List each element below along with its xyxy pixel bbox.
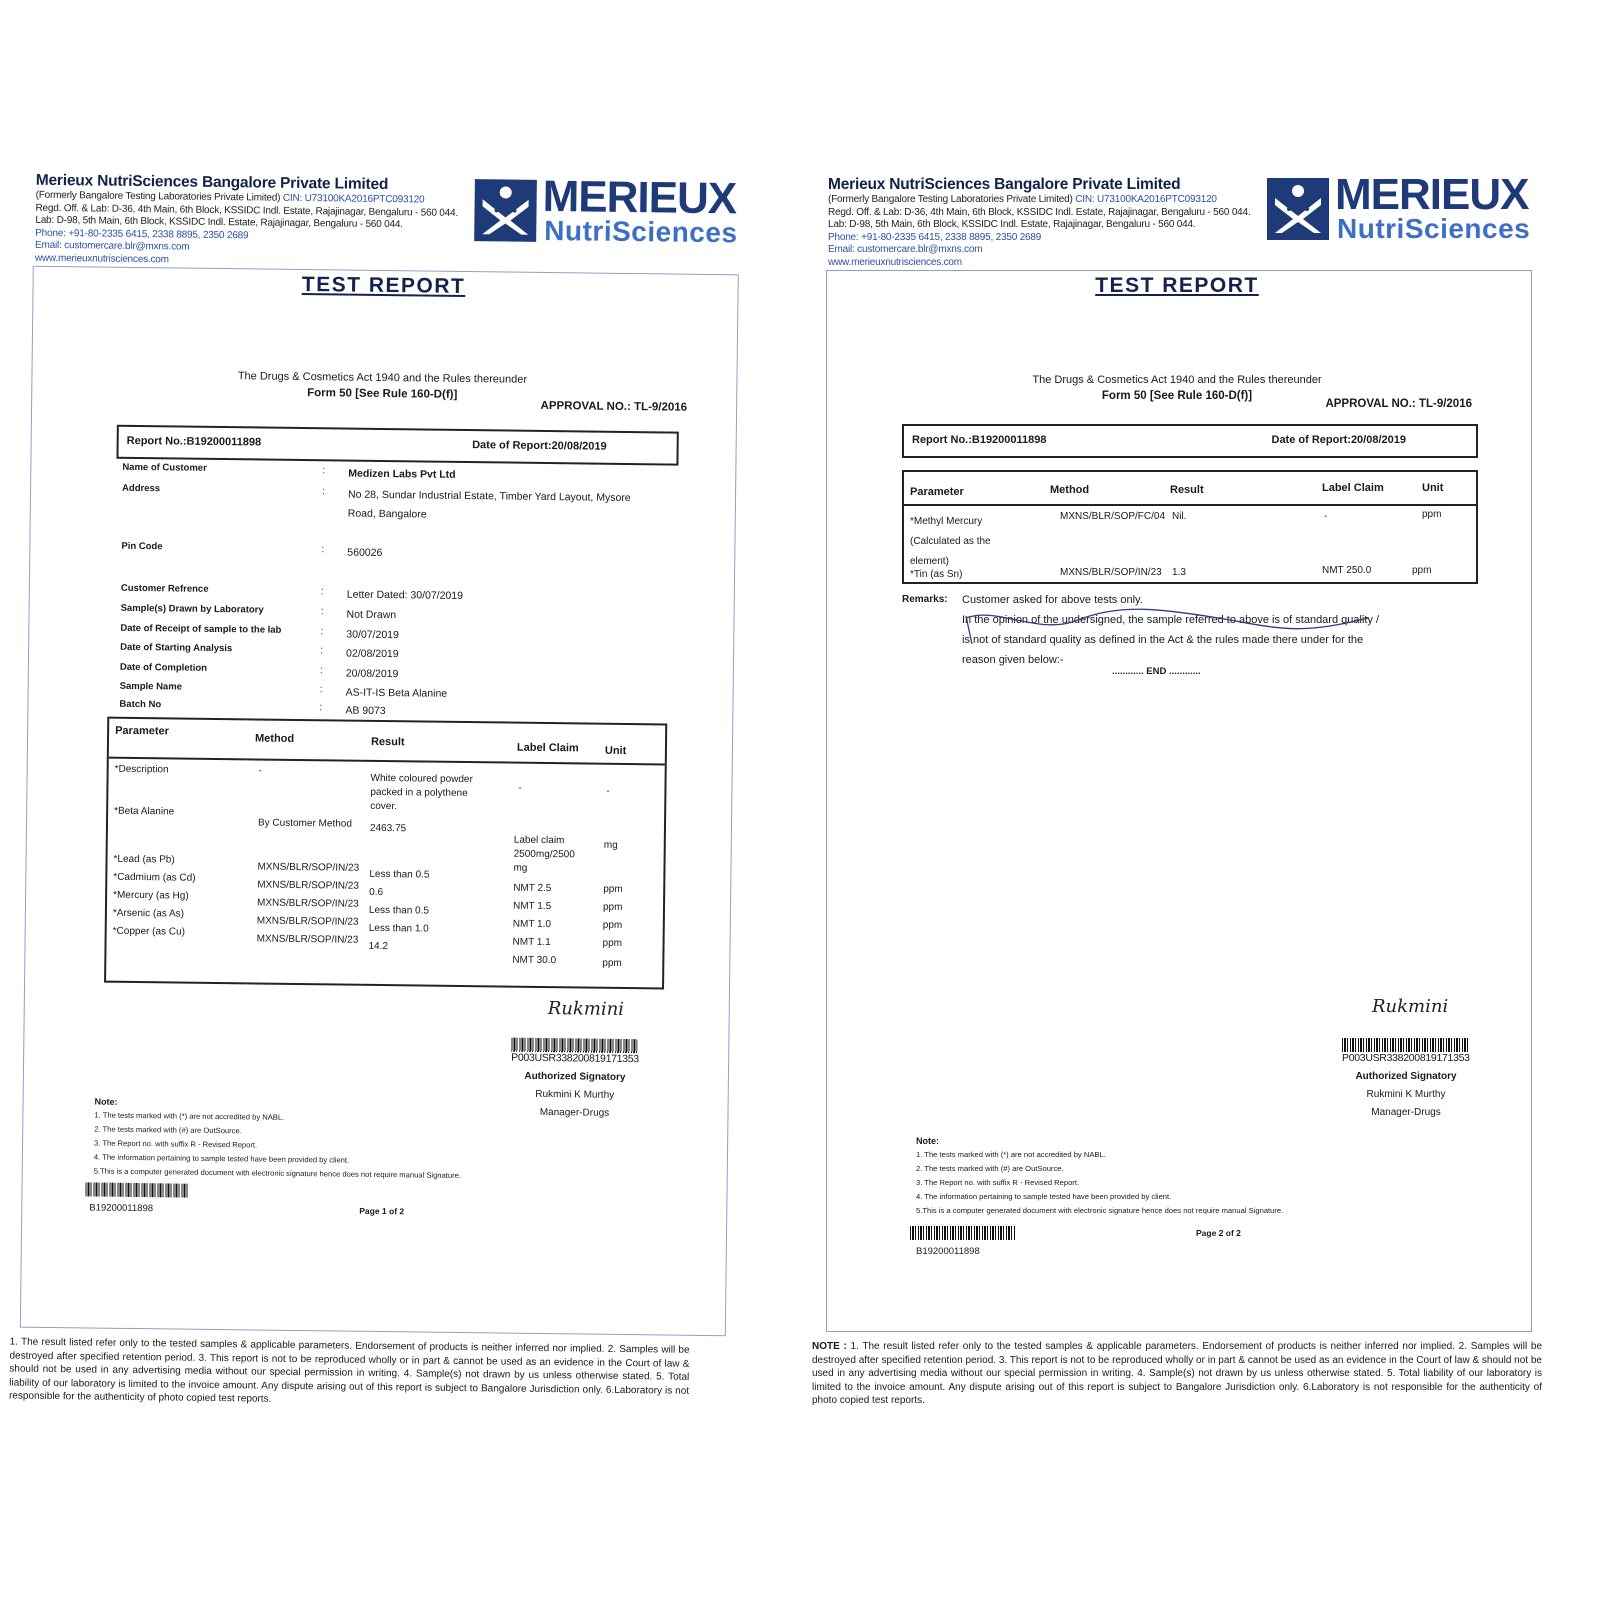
th-label-claim: Label Claim [516, 741, 579, 755]
company-name: Merieux NutriSciences Bangalore Private Limited [35, 171, 389, 194]
signatory-barcode-text: P003USR338200819171353 [511, 1051, 639, 1066]
signatory-block [1306, 1068, 1506, 1122]
th-result: Result [1170, 484, 1204, 496]
th-unit: Unit [1422, 482, 1444, 494]
company-formerly: (Formerly Bangalore Testing Laboratories Private Limited) [828, 194, 1073, 205]
report-page-2 [812, 170, 1542, 1440]
signatory-barcode [1342, 1038, 1468, 1052]
logo-text-nutrisciences: NutriSciences [1337, 213, 1531, 244]
act-line: The Drugs & Cosmetics Act 1940 and the Rules thereunder [1032, 374, 1322, 386]
company-header [828, 176, 1268, 269]
company-name: Merieux NutriSciences Bangalore Private Limited [828, 176, 1181, 193]
report-code: B19200011898 [916, 1246, 980, 1257]
form-line: Form 50 [See Rule 160-D(f)] [307, 387, 458, 401]
signatory-title: Authorized Signatory [1355, 1071, 1457, 1082]
signature: Rukmini [547, 998, 625, 1020]
signature: Rukmini [1372, 996, 1449, 1017]
company-cin: CIN: U73100KA2016PTC093120 [1075, 194, 1217, 205]
merieux-logo [1267, 170, 1537, 246]
th-label-claim: Label Claim [1322, 482, 1384, 494]
approval-number: APPROVAL NO.: TL-9/2016 [1325, 398, 1472, 410]
footer-note-page-2: NOTE : 1. The result listed refer only to the tested samples & applicable parameters. Endorsement of products is neither inferred nor implied. 2. Samples will be destroyed after specified retention period. 3. This report is not to be reproduced wholly or in part & cannot be used as an evidence in the Court of law & should not be used in any advertising media without our special permission in writing. 4. Sample(s) not drawn by us unless otherwise stated. 5. Total liability of our laboratory is limited to the invoice amount. Any dispute arising out of this report is subject to Bangalore Jurisdiction only. 6.Laboratory is not responsible for the authenticity of photo copied test reports. [812, 1341, 1543, 1406]
header-rule [109, 757, 665, 766]
report-title: TEST REPORT [1095, 274, 1259, 297]
report-page-1: Merieux NutriSciences Bangalore Private Limited (Formerly Bangalore Testing Laboratories Private Limited) CIN: U73100KA2016PTC093120 Regd. Off. & Lab: D-36, 4th Main, 6th Block, KSSIDC Indl. Estate, Rajajinagar, Bengaluru - 560 044. Lab: D-98, 5th Main, 6th Block, KSSIDC Indl. Estate, Rajajinagar, Bengaluru - 560 044. Phone: +91-80-2335 6415, 2338 8895, 2350 2689 Email: customercare.blr@mxns.com www.merieuxnutrisciences.com MERIEUX NutriSciences TEST REPORT The Drugs & Cosmetics Act 1940 and the Rules thereunder Form 50 [See Rule 160-D(f)] APPROVAL NO.: TL-9/2016 Report No.:B19200011898 Date of Report:20/08/2019 Name of Customer : Medizen Labs Pvt Ltd Address : No 28, Sundar Industrial Estate, Timber Yard Layout, Mysore Road, Bangalore Pin Code : 560026 Customer Refrence : Letter Dated: 30/07/2019 Sample(s) Drawn by Laboratory : Not Drawn Date of Receipt of sample to the lab : 30/07/2019 Date of Starting Analysis : 02/08/2019 Date of Completion : 20/08/2019 Sample Name : AS-IT-IS Beta Alanine Batch No : AB 9073 Parameter Method Result Label Claim Unit *Description - White coloured powder packed in a polythene cover. - - *Beta Alanine By Customer Method 2463.75 Label claim 2500mg/2500 mg mg *Lead (as Pb) MXNS/BLR/SOP/IN/23 Less than 0.5 NMT 2.5 ppm *Cadmium (as Cd) MXNS/BLR/SOP/IN/23 0.6 NMT 1.5 ppm *Mercury (as Hg) MXNS/BLR/SOP/IN/23 Less than 0.5 NMT 1.0 ppm *Arsenic (as As) MXNS/BLR/SOP/IN/23 Less than 1.0 NMT 1.1 ppm *Copper (as Cu) MXNS/BLR/SOP/IN/23 14.2 NMT 30.0 ppm Rukmini P003USR338200819171353 Authorized Signatory Rukmini K Murthy Manager-Drugs Note: 1. The tests marked with (*) are not accredited by NABL. 2. The tests marked with (#) are OutSource. 3. The Report no. with suffix R - Revised Report. 4. The information pertaining to sample tested have been provided by client. 5.This is a computer generated document with electronic signature hence does not require manual Signature. B19200011898 Page 1 of 2 1. The result listed refer only to the tested samples & applicable parameters. Endorsement of products is neither inferred nor implied. 2. Samples will be destroyed after specified retention period. 3. This report is not to be reproduced wholly or in part & cannot be used as an evidence in the Court of law & should not be used in any advertising media without our special permission in writing. 4. Sample(s) not drawn by us unless otherwise stated. 5. Total liability of our laboratory is limited to the invoice amount. Any dispute arising out of this report is subject to Bangalore Jurisdiction only. 6.Laboratory is not responsible for the authenticity of photo copied test reports. [5, 166, 750, 1445]
table-row: *Mercury (as Hg) MXNS/BLR/SOP/IN/23 Less than 0.5 NMT 1.0 ppm [113, 889, 623, 931]
report-barcode [910, 1226, 1016, 1240]
signatory-role: Manager-Drugs [1371, 1107, 1441, 1118]
table-row: *Cadmium (as Cd) MXNS/BLR/SOP/IN/23 0.6 NMT 1.5 ppm [113, 871, 623, 913]
notes-page-2: Note: 1. The tests marked with (*) are not accredited by NABL. 2. The tests marked with (#) are OutSource. 3. The Report no. with suffix R - Revised Report. 4. The information pertaining to sample tested have been provided by client. 5.This is a computer generated document with electronic signature hence does not require manual Signature. [916, 1136, 1284, 1215]
table-row: *Arsenic (as As) MXNS/BLR/SOP/IN/23 Less than 1.0 NMT 1.1 ppm [112, 907, 623, 949]
signatory-title: Authorized Signatory [524, 1070, 626, 1084]
strike-through-mark [958, 606, 1378, 654]
company-phone: Phone: +91-80-2335 6415, 2338 8895, 2350 2689 [35, 227, 249, 241]
remarks-text: Customer asked for above tests only. In the opinion of the undersigned, the sample referred to above is of standard quality / is not of standard quality as defined in the Act & the rules made there under for the reason given below:- [962, 594, 1380, 666]
company-web: www.merieuxnutrisciences.com [34, 252, 169, 265]
table-row: *Copper (as Cu) MXNS/BLR/SOP/IN/23 14.2 NMT 30.0 ppm [112, 925, 622, 969]
logo-text-merieux: MERIEUX [542, 171, 737, 224]
company-phone: Phone: +91-80-2335 6415, 2338 8895, 2350 2689 [828, 231, 1042, 243]
th-parameter: Parameter [910, 486, 964, 498]
report-number-bar [116, 425, 678, 466]
company-regd: Regd. Off. & Lab: D-36, 4th Main, 6th Block, KSSIDC Indl. Estate, Rajajinagar, Bengaluru - 560 044. [828, 206, 1251, 218]
logo-text-nutrisciences: NutriSciences [544, 214, 738, 249]
th-unit: Unit [604, 744, 627, 757]
table-row: *Lead (as Pb) MXNS/BLR/SOP/IN/23 Less than 0.5 NMT 2.5 ppm [113, 853, 623, 895]
report-number-bar [902, 424, 1478, 458]
company-regd: Regd. Off. & Lab: D-36, 4th Main, 6th Block, KSSIDC Indl. Estate, Rajajinagar, Bengaluru - 560 044. [35, 202, 459, 219]
company-email: Email: customercare.blr@mxns.com [828, 244, 983, 255]
th-method: Method [1050, 484, 1090, 496]
header-rule [904, 504, 1476, 506]
report-barcode [85, 1182, 189, 1197]
act-line: The Drugs & Cosmetics Act 1940 and the Rules thereunder [237, 370, 528, 386]
results-table-page-2: Parameter Method Result Label Claim Unit *Methyl Mercury (Calculated as the element) MXNS/BLR/SOP/FC/04 Nil. - ppm *Tin (as Sn) MXNS/BLR/SOP/IN/23 1.3 NMT 250.0 ppm [902, 470, 1478, 584]
report-title: TEST REPORT [301, 272, 466, 298]
company-formerly: (Formerly Bangalore Testing Laboratories Private Limited) [35, 189, 281, 204]
signatory-name: Rukmini K Murthy [535, 1088, 615, 1101]
merieux-logo-icon [1267, 178, 1329, 240]
company-cin: CIN: U73100KA2016PTC093120 [282, 192, 425, 206]
company-lab: Lab: D-98, 5th Main, 6th Block, KSSIDC Indl. Estate, Rajajinagar, Bengaluru - 560 044. [35, 214, 403, 231]
company-email: Email: customercare.blr@mxns.com [34, 239, 190, 253]
approval-number: APPROVAL NO.: TL-9/2016 [540, 399, 688, 414]
th-parameter: Parameter [115, 724, 170, 738]
report-number: Report No.:B19200011898 [912, 434, 1047, 446]
page-number-2: Page 2 of 2 [1196, 1228, 1241, 1238]
signatory-barcode [511, 1038, 637, 1054]
end-marker: ............ END ............ [1112, 666, 1201, 677]
report-date: Date of Report:20/08/2019 [1271, 434, 1406, 446]
table-row: *Description - White coloured powder packed in a polythene cover. - - [114, 763, 610, 813]
page-number-1: Page 1 of 2 [359, 1205, 405, 1217]
footer-note-page-1: 1. The result listed refer only to the tested samples & applicable parameters. Endorsement of products is neither inferred nor implied. 2. Samples will be destroyed after specified retention period. 3. This report is not to be reproduced wholly or in part & cannot be used as an evidence in the Court of law & should not be used in any advertising media without our special permission in writing. 4. Sample(s) not drawn by us unless otherwise stated. 5. Total liability of our laboratory is limited to the invoice amount. Any dispute arising out of this report is subject to Bangalore Jurisdiction only. 6.Laboratory is not responsible for the authenticity of photo copied test reports. [8, 1336, 690, 1405]
remarks-label: Remarks: [902, 594, 948, 605]
form-line: Form 50 [See Rule 160-D(f)] [1101, 390, 1253, 402]
signatory-barcode-text: P003USR338200819171353 [1342, 1052, 1470, 1064]
results-table-page-1 [104, 717, 667, 990]
report-date: Date of Report:20/08/2019 [472, 439, 607, 453]
merieux-logo-icon [474, 179, 537, 242]
th-method: Method [254, 732, 295, 745]
company-web: www.merieuxnutrisciences.com [828, 256, 962, 268]
report-number: Report No.:B19200011898 [126, 434, 262, 449]
merieux-logo [474, 171, 745, 250]
table-row: *Beta Alanine By Customer Method 2463.75 Label claim 2500mg/2500 mg mg [114, 805, 618, 874]
notes-page-1: Note: 1. The tests marked with (*) are not accredited by NABL. 2. The tests marked with (#) are OutSource. 3. The Report no. with suffix R - Revised Report. 4. The information pertaining to sample tested have been provided by client. 5.This is a computer generated document with electronic signature hence does not require manual Signature. [93, 1096, 462, 1181]
th-result: Result [370, 735, 405, 749]
report-code: B19200011898 [89, 1202, 154, 1215]
signatory-role: Manager-Drugs [539, 1106, 610, 1119]
company-header [35, 172, 476, 270]
signatory-name: Rukmini K Murthy [1366, 1089, 1446, 1100]
logo-text-merieux: MERIEUX [1335, 170, 1529, 219]
company-lab: Lab: D-98, 5th Main, 6th Block, KSSIDC Indl. Estate, Rajajinagar, Bengaluru - 560 044. [828, 219, 1196, 230]
